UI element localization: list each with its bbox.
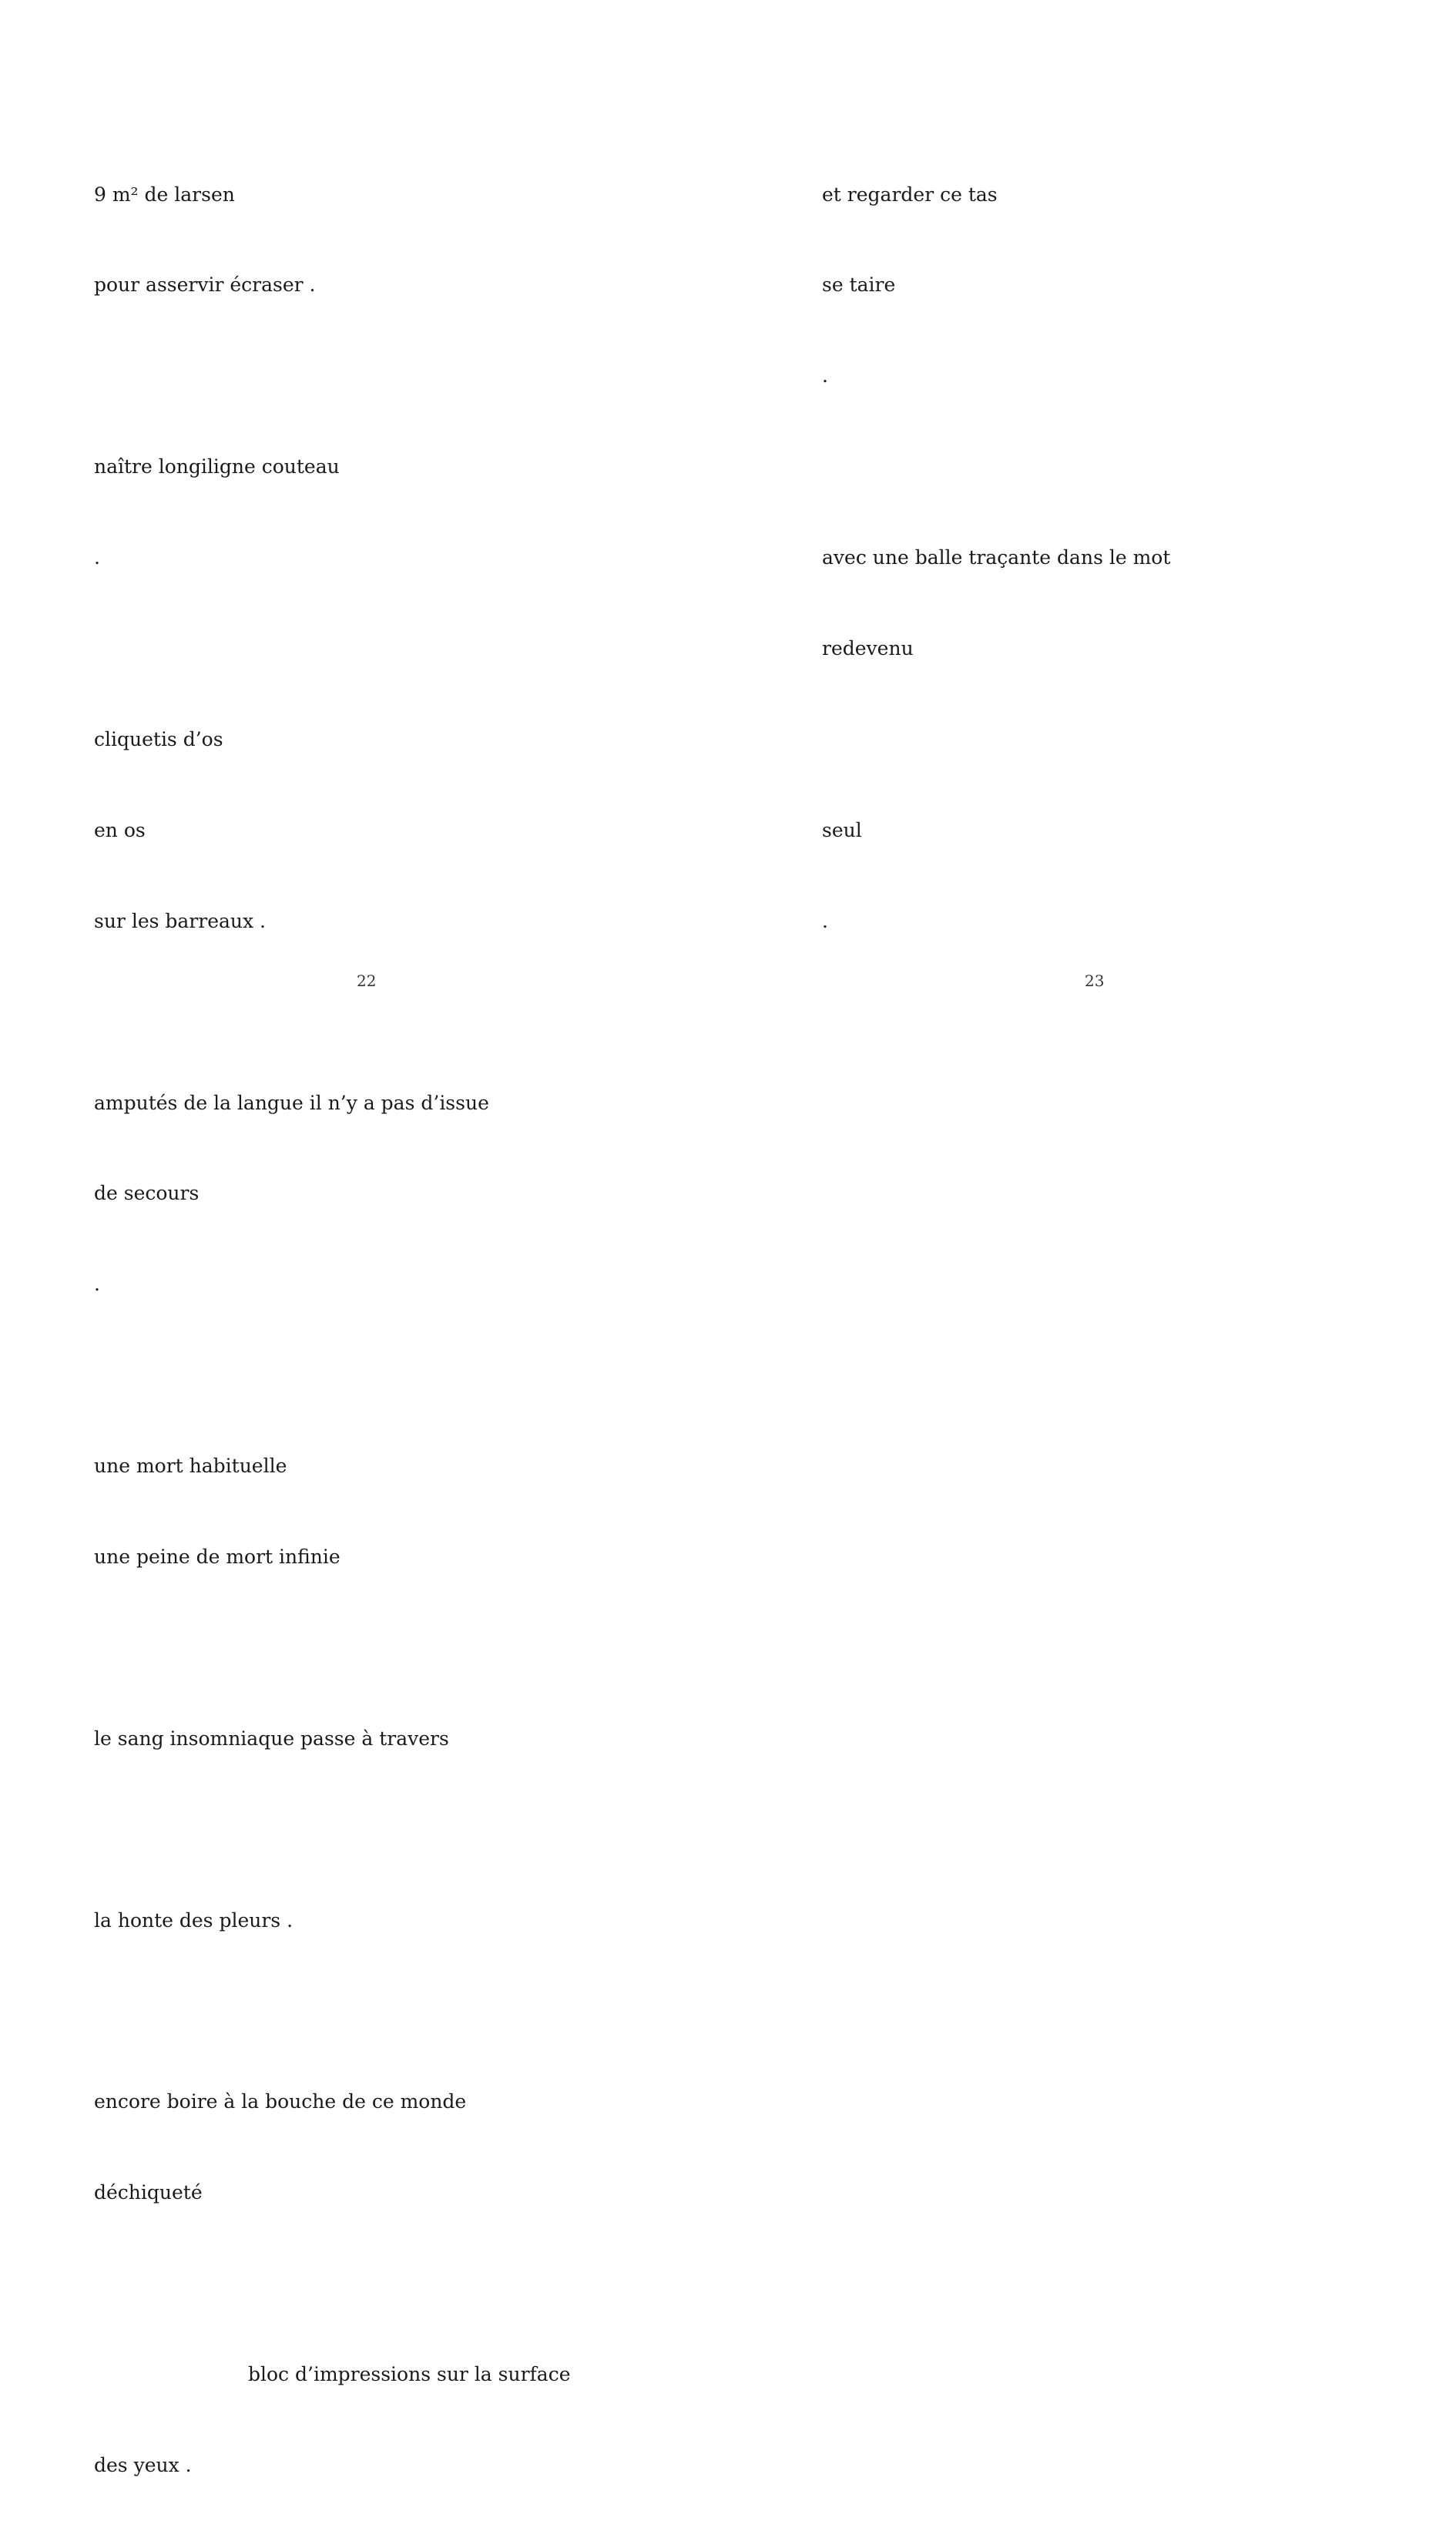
poem-text-right: [822, 119, 1170, 997]
blank-line: [94, 633, 571, 663]
blank-line: [94, 1360, 571, 1390]
poem-line: et regarder ce tas: [822, 183, 998, 206]
poem-line: se taire: [822, 274, 896, 297]
poem-line: de secours: [94, 1182, 200, 1205]
blank-line: [94, 1996, 571, 2026]
poem-line: des yeux .: [94, 2453, 192, 2476]
blank-line: [94, 1814, 571, 1844]
blank-line: [94, 2268, 571, 2298]
poem-line: la honte des pleurs .: [94, 1908, 294, 1932]
left-page: [0, 0, 728, 2476]
poem-line: avec une balle traçante dans le mot: [822, 546, 1171, 569]
blank-line: [94, 997, 571, 1027]
poem-line: naître longiligne couteau: [94, 455, 340, 478]
poem-line: cliquetis d’os: [94, 727, 223, 750]
blank-line: [94, 361, 571, 391]
poem-line: .: [94, 546, 100, 569]
blank-line: [94, 1633, 571, 1663]
poem-line: .: [822, 364, 828, 388]
page-number-right: 23: [1085, 972, 1105, 990]
poem-line: redevenu: [822, 637, 914, 660]
poem-line: le sang insomniaque passe à travers: [94, 1727, 449, 1750]
poem-line: amputés de la langue il n’y a pas d’issue: [94, 1091, 489, 1114]
poem-line: .: [94, 1273, 100, 1296]
poem-line: 9 m² de larsen: [94, 183, 235, 206]
poem-line: seul: [822, 818, 862, 841]
poem-text-left: [94, 119, 571, 2541]
blank-line: [822, 451, 1170, 482]
poem-line: une mort habituelle: [94, 1455, 287, 1478]
poem-line: une peine de mort infinie: [94, 1545, 341, 1568]
page-number-left: 22: [357, 972, 377, 990]
poem-line: sur les barreaux .: [94, 909, 266, 932]
poem-line: déchiqueté: [94, 2181, 203, 2204]
blank-line: [822, 724, 1170, 754]
right-page: [728, 0, 1456, 1032]
poem-line: encore boire à la bouche de ce monde: [94, 2090, 467, 2113]
poem-line: pour asservir écraser .: [94, 274, 316, 297]
poem-line: .: [822, 909, 828, 932]
poem-line: en os: [94, 818, 146, 841]
poem-line-indented: bloc d’impressions sur la surface: [248, 2362, 571, 2385]
